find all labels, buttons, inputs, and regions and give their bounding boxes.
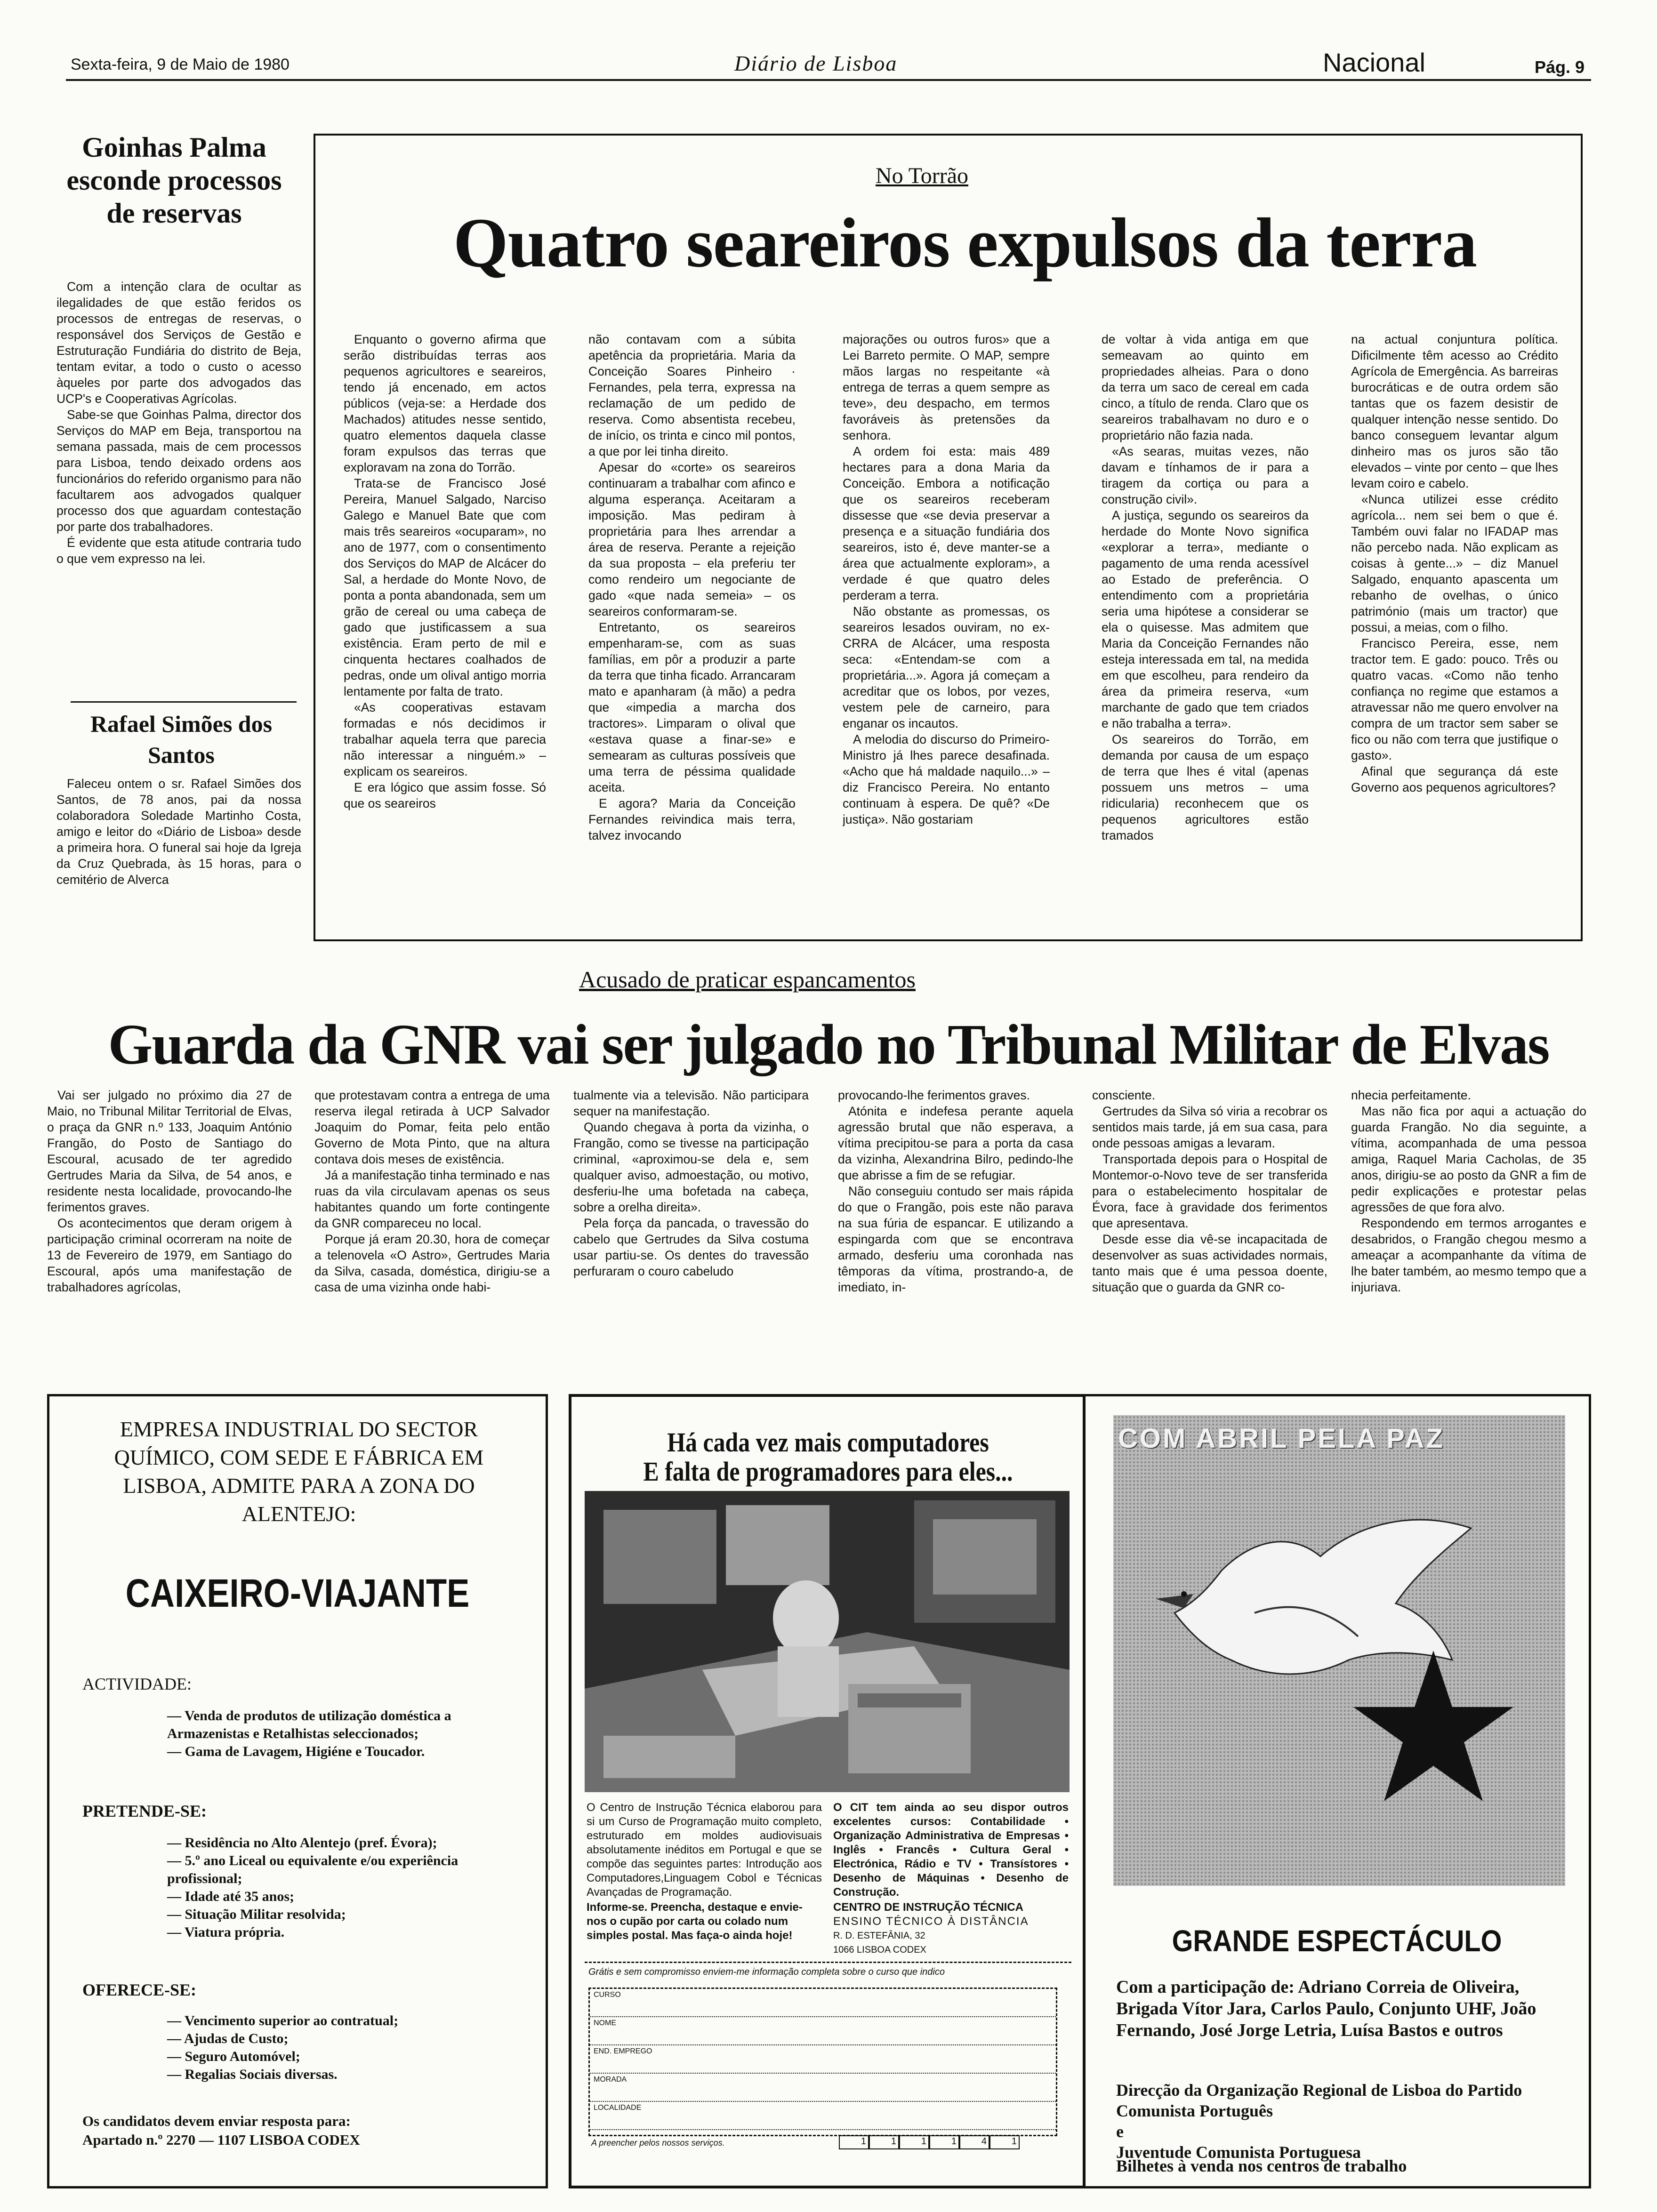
job-ad-item: — Venda de produtos de utilização doméstica a Armazenistas e Retalhistas seleccionados; xyxy=(167,1708,451,1741)
job-ad-heading: ACTIVIDADE: xyxy=(82,1675,192,1693)
job-ad-title: CAIXEIRO-VIAJANTE xyxy=(125,1571,470,1615)
gnr-paragraph: Gertrudes da Silva só viria a recobrar os sentidos mais tarde, já em sua casa, para onde pessoas amigas a levaram. xyxy=(1092,1104,1327,1150)
code-box: 1 xyxy=(869,2135,899,2149)
job-ad-item: — Idade até 35 anos; xyxy=(167,1889,295,1904)
job-ad-item: — Viatura própria. xyxy=(167,1924,285,1940)
torrao-column xyxy=(843,331,1050,934)
torrao-paragraph: na actual conjuntura política. Dificilmente têm acesso ao Crédito Agrícola de Emergência. As barreiras burocráticas e de outra ordem são tantas que os fazem desistir de qualquer intenção nesse sentido. Do banco conseguem levantar algum dinheiro mas os juros são tão elevados – vinte por cento – que lhes levam coiro e cabelo. xyxy=(1351,332,1558,490)
job-ad-heading: OFERECE-SE: xyxy=(82,1980,197,1999)
gnr-paragraph: Quando chegava à porta da vizinha, o Frangão, como se tivesse na participação criminal, «aproximou-se dela e, sem qualquer aviso, admoestação, ou motivo, desferiu-lhe uma bofetada na cabeça, sobre a orelha direita». xyxy=(573,1120,809,1214)
torrao-paragraph: «As searas, muitas vezes, não davam e tínhamos de ir para a tiragem da cortiça ou para a construção civil». xyxy=(1102,444,1309,506)
course-ad-headline-2: E falta de programadores para eles... xyxy=(643,1456,1013,1487)
course-ad-text-left: O Centro de Instrução Técnica elaborou para si um Curso de Programação muito completo, estruturado em moldes audiovisuais absolutamente inéditos em Portugal e que se compõe das seguintes partes: Introdução aos Computadores,Linguagem Cobol e Técnicas Avançadas de Programação. xyxy=(587,1801,822,1899)
torrao-paragraph: de voltar à vida antiga em que semeavam ao quinto em propriedades alheias. Para o dono da terra um saco de cereal em cada cinco, a título de renda. Claro que os seareiros trabalhavam no duro e o proprietário não fazia nada. xyxy=(1102,332,1309,442)
masthead-date: Sexta-feira, 9 de Maio de 1980 xyxy=(71,56,290,73)
torrao-title: Quatro seareiros expulsos da terra xyxy=(453,204,1477,282)
torrao-paragraph: majorações ou outros furos» que a Lei Barreto permite. O MAP, sempre mãos largas no respeitante «à entrega de terras a quem sempre as teve», deu despacho, em termos favoráveis às pretensões da senhora. xyxy=(843,332,1050,442)
coupon-field[interactable] xyxy=(590,2017,1056,2045)
gnr-paragraph: Pela força da pancada, o travessão do cabelo que Gertrudes da Silva costuma usar partiu-se. Os dentes do travessão perfuraram o couro cabeludo xyxy=(573,1216,809,1278)
torrao-paragraph: Enquanto o governo afirma que serão distribuídas terras aos pequenos agricultores e seareiros, tendo já encenado, em actos públicos (veja-se: a Herdade dos Machados) atitudes nesse sentido, quatro elementos daquela classe foram expulsos das terras que exploravam na zona do Torrão. xyxy=(344,332,546,474)
job-ad-item: — 5.º ano Liceal ou equivalente e/ou experiência profissional; xyxy=(167,1853,458,1886)
gnr-paragraph: tualmente via a televisão. Não participara sequer na manifestação. xyxy=(573,1088,809,1118)
goinhas-title: Goinhas Palma esconde processos de reservas xyxy=(66,132,282,229)
job-ad-list xyxy=(167,1834,530,1941)
gnr-paragraph: Mas não fica por aqui a actuação do guarda Frangão. No dia seguinte, a vítima, acompanhada de uma pessoa amiga, Raquel Maria Cacholas, de 35 anos, dirigiu-se ao posto da GNR a fim de pedir explicações e protestar pelas agressões de que fora alvo. xyxy=(1351,1104,1586,1214)
course-ad-org xyxy=(833,1900,1069,1957)
rafael-title: Rafael Simões dos Santos xyxy=(90,711,273,768)
gnr-paragraph: consciente. xyxy=(1092,1088,1156,1102)
torrao-paragraph: Francisco Pereira, esse, nem tractor tem. E gado: pouco. Três ou quatro vacas. «Como não tenho confiança no regime que estamos a atravessar não me quero envolver na compra de um tractor sem saber se fico ou não com terra que justifique o gasto». xyxy=(1351,636,1558,762)
job-ad-footer-line: Apartado n.º 2270 — 1107 LISBOA CODEX xyxy=(82,2132,360,2148)
gnr-paragraph: que protestavam contra a entrega de uma reserva ilegal retirada à UCP Salvador Joaquim do Pomar, feita pelo então Governo de Mota Pinto, que na altura contava dois meses de existência. xyxy=(314,1088,550,1166)
gnr-column xyxy=(838,1087,1073,1379)
torrao-paragraph: «Nunca utilizei esse crédito agrícola... nem sei bem o que é. Também ouvi falar no IFADAP mas não percebo nada. Não explicam as coisas à gente...» – diz Manuel Salgado, enquanto apascenta um rebanho de ovelhas, o único património (mais um tractor) que possui, a meias, com o filho. xyxy=(1351,492,1558,634)
rafael-body xyxy=(56,776,301,931)
concert-participants: Com a participação de: Adriano Correia de Oliveira, Brigada Vítor Jara, Carlos Paulo, Conjunto UHF, João Fernando, José Jorge Letria, Luísa Bastos e outros xyxy=(1116,1977,1536,2040)
coupon-field[interactable] xyxy=(590,1989,1056,2017)
gnr-paragraph: Respondendo em termos arrogantes e desabridos, o Frangão chegou mesmo a ameaçar a acompanhante da vítima de lhe bater também, ao mesmo tempo que a injuriava. xyxy=(1351,1216,1586,1294)
torrao-paragraph: Os seareiros do Torrão, em demanda por causa de um espaço de terra que lhes é vital (apenas possuem uns metros – uma ridicularia) reconhecem que os pequenos agricultores estão tramados xyxy=(1102,732,1309,842)
job-ad-heading: PRETENDE-SE: xyxy=(82,1802,207,1820)
course-ad-org-name: CENTRO DE INSTRUÇÃO TÉCNICA xyxy=(833,1901,1024,1914)
gnr-paragraph: Os acontecimentos que deram origem à participação criminal ocorreram na noite de 13 de Fevereiro de 1979, em Santiago do Escoural, após uma manifestação de trabalhadores agrícolas, xyxy=(47,1216,292,1294)
torrao-paragraph: Entretanto, os seareiros empenharam-se, com as suas famílias, em pôr a produzir a parte da terra que tinha ficado. Arrancaram mato e apanharam (à mão) a pedra que «impedia a marcha dos tractores». Limparam o olival que «estava quase a finar-se» e semearam as culturas possíveis que uma terra de péssima qualidade aceita. xyxy=(588,620,796,794)
masthead-paper: Diário de Lisboa xyxy=(734,51,898,75)
rafael-paragraph: Faleceu ontem o sr. Rafael Simões dos Santos, de 78 anos, pai da nossa colaboradora Soledade Martinho Costa, amigo e leitor do «Diário de Lisboa» desde a primeira hora. O funeral sai hoje da Igreja da Cruz Quebrada, às 15 horas, para o cemitério de Alverca xyxy=(56,777,301,887)
torrao-column xyxy=(1351,331,1558,934)
gnr-title: Guarda da GNR vai ser julgado no Tribunal Militar de Elvas xyxy=(108,1013,1549,1076)
concert-organizers xyxy=(1116,2080,1549,2163)
gnr-column xyxy=(573,1087,809,1379)
job-ad-intro: EMPRESA INDUSTRIAL DO SECTOR QUÍMICO, COM SEDE E FÁBRICA EM LISBOA, ADMITE PARA A ZONA DO ALENTEJO: xyxy=(114,1417,484,1526)
course-ad-address: R. D. ESTEFÂNIA, 32 xyxy=(833,1931,925,1941)
torrao-paragraph: Afinal que segurança dá este Governo aos pequenos agricultores? xyxy=(1351,764,1558,794)
torrao-column xyxy=(344,331,546,934)
coupon-field[interactable] xyxy=(590,2102,1056,2130)
coupon[interactable] xyxy=(585,1962,1071,2161)
gnr-paragraph: Atónita e indefesa perante aquela agressão brutal que não esperava, a vítima precipitou-se para a porta da casa da vizinha, Alexandrina Bilro, pedindo-lhe que abrisse a fim de se refugiar. xyxy=(838,1104,1073,1182)
concert-ad xyxy=(1083,1394,1591,2188)
torrao-paragraph: A ordem foi esta: mais 489 hectares para a dona Maria da Conceição. Embora a notificação que os seareiros receberam dissesse que «se devia preservar a presença e a situação fundiária dos seareiros, isto é, deve manter-se a área que actualmente exploram», a verdade é que quatro deles perderam a terra. xyxy=(843,444,1050,602)
job-ad-list xyxy=(167,1707,530,1761)
code-box: 1 xyxy=(899,2135,929,2149)
dove-star-illustration xyxy=(1113,1415,1565,1886)
coupon-field-label: NOME xyxy=(594,2019,616,2027)
code-box: 4 xyxy=(959,2135,989,2149)
course-ad-headline xyxy=(616,1428,1041,1486)
gnr-paragraph: Já a manifestação tinha terminado e nas ruas da vila circulavam apenas os seus habitantes quando um forte contingente da GNR compareceu no local. xyxy=(314,1168,550,1230)
dove-star-graphic xyxy=(1113,1415,1565,1886)
computer-room-photo xyxy=(585,1491,1070,1792)
gnr-column xyxy=(314,1087,550,1379)
gnr-paragraph: Vai ser julgado no próximo dia 27 de Maio, no Tribunal Militar Territorial de Elvas, o praça da GNR n.º 133, Joaquim António Frangão, do Posto de Santiago do Escoural, acusado de ter agredido Gertrudes Maria da Silva, de 54 anos, e residente nesta localidade, provocando-lhe ferimentos graves. xyxy=(47,1088,292,1214)
gnr-paragraph: nhecia perfeitamente. xyxy=(1351,1088,1471,1102)
gnr-kicker: Acusado de praticar espancamentos xyxy=(579,966,916,993)
job-ad-item: — Regalias Sociais diversas. xyxy=(167,2067,338,2082)
masthead-page: Pág. 9 xyxy=(1535,57,1585,77)
coupon-field-label: END. EMPREGO xyxy=(594,2047,652,2055)
goinhas-paragraph: Sabe-se que Goinhas Palma, director dos Serviços do MAP em Beja, transportou na semana passada, mais de cem processos para Lisboa, tendo deixado ordens aos funcionários do referido organismo para não facultarem aos advogados qualquer processo dos que aguardam contestação por parte dos trabalhadores. xyxy=(56,408,301,534)
torrao-paragraph: Trata-se de Francisco José Pereira, Manuel Salgado, Narciso Galego e Manuel Bate que com mais três seareiros «ocuparam», no ano de 1977, com o consentimento dos Serviços do MAP de Alcácer do Sal, a herdade do Monte Novo, de ponta a ponta abandonada, sem um grão de cereal ou uma cabeça de gado que justificassem a sua existência. Eram perto de mil e cinquenta hectares coalhados de pedras, onde um olival antigo morria lentamente por falta de trato. xyxy=(344,476,546,698)
coupon-field-label: LOCALIDADE xyxy=(594,2104,642,2112)
torrao-paragraph: «As cooperativas estavam formadas e nós decidimos ir trabalhar aquela terra que parecia não interessar a ninguém.» – explicam os seareiros. xyxy=(344,700,546,778)
gnr-column xyxy=(1092,1087,1327,1379)
gnr-paragraph: Transportada depois para o Hospital de Montemor-o-Novo teve de ser transferida para o estabelecimento hospitalar de Évora, face à gravidade dos ferimentos que apresentava. xyxy=(1092,1152,1327,1230)
gnr-column xyxy=(1351,1087,1586,1379)
code-box: 1 xyxy=(929,2135,959,2149)
job-ad-item: — Ajudas de Custo; xyxy=(167,2031,289,2046)
concert-org-line: e xyxy=(1116,2122,1124,2141)
job-ad-item: — Vencimento superior ao contratual; xyxy=(167,2013,399,2028)
course-ad-headline-1: Há cada vez mais computadores xyxy=(667,1427,989,1458)
torrao-paragraph: A justiça, segundo os seareiros da herdade do Monte Novo significa «explorar a terra», mediante o pagamento de uma renda acessível ao Estado de preferência. O entendimento com a proprietária seria uma hipótese a considerar se ela o quisesse. Mas admitem que Maria da Conceição Fernandes não esteja interessada em tal, na medida em que escolheu, para rendeiro da área da primeira reserva, «um marchante de gado que tem criados e não trabalha a terra». xyxy=(1102,508,1309,730)
concert-org-line: Juventude Comunista Portuguesa xyxy=(1116,2143,1361,2162)
course-ad-inform: Informe-se. Preencha, destaque e envie-nos o cupão por carta ou colado num simples postal. Mas faça-o ainda hoje! xyxy=(587,1901,803,1942)
goinhas-paragraph: Com a intenção clara de ocultar as ilegalidades de que estão feridos os processos de entregas de reservas, o responsável dos Serviços de Gestão e Estruturação Fundiária do distrito de Beja, tentam evitar, a todo o custo o acesso àqueles por parte dos advogados das UCP's e Cooperativas Agrícolas. xyxy=(56,280,301,406)
job-ad-item: — Situação Militar resolvida; xyxy=(167,1907,346,1922)
masthead-section: Nacional xyxy=(1323,48,1425,77)
code-box: 1 xyxy=(839,2135,869,2149)
coupon-form xyxy=(588,1988,1057,2136)
concert-title: GRANDE ESPECTÁCULO xyxy=(1172,1924,1502,1958)
concert-banner: COM ABRIL PELA PAZ xyxy=(1118,1423,1445,1454)
gnr-paragraph: Porque já eram 20.30, hora de começar a telenovela «O Astro», Gertrudes Maria da Silva, casada, doméstica, dirigiu-se a casa de uma vizinha onde habi- xyxy=(314,1232,550,1294)
job-ad xyxy=(47,1394,548,2188)
coupon-code-boxes xyxy=(839,2135,1020,2149)
torrao-paragraph: A melodia do discurso do Primeiro-Ministro já lhes parece desafinada. «Acho que há maldade naquilo...» – diz Francisco Pereira. No entanto continuam à espera. De quê? «De justiça». Não gostariam xyxy=(843,732,1050,826)
divider xyxy=(71,701,297,703)
torrao-paragraph: Não obstante as promessas, os seareiros lesados ouviram, no ex-CRRA de Alcácer, uma resposta seca: «Entendam-se com a proprietária...». Agora já começam a acreditar que os lobos, por vezes, vestem pele de carneiro, para enganar os incautos. xyxy=(843,604,1050,730)
photo-illustration xyxy=(585,1491,1070,1792)
gnr-paragraph: Não conseguiu contudo ser mais rápida do que o Frangão, pois este não parava na sua fúria de espancar. E utilizando a espingarda com que se encontrava armado, desferiu uma coronhada nas têmporas da vítima, prostrando-a, de imediato, in- xyxy=(838,1184,1073,1294)
coupon-field-label: MORADA xyxy=(594,2076,627,2084)
job-ad-list xyxy=(167,2012,530,2084)
torrao-paragraph: Apesar do «corte» os seareiros continuaram a trabalhar com afinco e alguma esperança. Aceitaram a imposição. Mas pediram à proprietária para lhes arrendar a área de reserva. Perante a rejeição da sua proposta – ela preferiu ter como rendeiro um negociante de gado «que nada semeia» – os seareiros conformaram-se. xyxy=(588,460,796,618)
job-ad-footer xyxy=(82,2112,360,2149)
torrao-paragraph: E agora? Maria da Conceição Fernandes reivindica mais terra, talvez invocando xyxy=(588,796,796,842)
code-box: 1 xyxy=(989,2135,1020,2149)
coupon-fill-note: A preencher pelos nossos serviços. xyxy=(591,2138,725,2148)
course-ad-org-sub: ENSINO TÉCNICO À DISTÂNCIA xyxy=(833,1915,1029,1928)
job-ad-item: — Seguro Automóvel; xyxy=(167,2049,300,2064)
torrao-paragraph: E era lógico que assim fosse. Só que os seareiros xyxy=(344,780,546,810)
torrao-paragraph: não contavam com a súbita apetência da proprietária. Maria da Conceição Soares Pinheiro · Fernandes, pela terra, expressa na reclamação de um pedido de reserva. Como absentista recebeu, de início, os trinta e cinco mil pontos, a que por lei tinha direito. xyxy=(588,332,796,458)
coupon-field[interactable] xyxy=(590,2045,1056,2074)
coupon-note: Grátis e sem compromisso enviem-me informação completa sobre o curso que indico xyxy=(588,1967,945,1977)
coupon-field[interactable] xyxy=(590,2074,1056,2102)
concert-tickets: Bilhetes à venda nos centros de trabalho xyxy=(1116,2156,1407,2175)
torrao-column xyxy=(1102,331,1309,934)
gnr-column xyxy=(47,1087,292,1379)
course-ad-text-right: O CIT tem ainda ao seu dispor outros excelentes cursos: Contabilidade • Organização Administrativa de Empresas • Inglês • Francês • Cultura Geral • Electrónica, Rádio e TV • Transístores • Desenho de Máquinas • Desenho de Construção. xyxy=(833,1801,1069,1899)
goinhas-body xyxy=(56,279,301,688)
job-ad-item: — Residência no Alto Alentejo (pref. Évora); xyxy=(167,1835,437,1851)
concert-org-line: Direcção da Organização Regional de Lisboa do Partido Comunista Português xyxy=(1116,2081,1522,2120)
goinhas-paragraph: É evidente que esta atitude contraria tudo o que vem expresso na lei. xyxy=(56,536,301,566)
course-ad-address: 1066 LISBOA CODEX xyxy=(833,1945,926,1955)
job-ad-item: — Gama de Lavagem, Higiéne e Toucador. xyxy=(167,1744,425,1759)
torrao-column xyxy=(588,331,796,934)
computer-course-ad xyxy=(569,1394,1086,2188)
gnr-paragraph: provocando-lhe ferimentos graves. xyxy=(838,1088,1030,1102)
masthead-rule xyxy=(66,79,1591,81)
gnr-paragraph: Desde esse dia vê-se incapacitada de desenvolver as suas actividades normais, tanto mais que é uma pessoa doente, situação que o guarda da GNR co- xyxy=(1092,1232,1327,1294)
job-ad-footer-line: Os candidatos devem enviar resposta para: xyxy=(82,2113,351,2129)
torrao-kicker: No Torrão xyxy=(876,163,969,188)
coupon-field-label: CURSO xyxy=(594,1991,621,1999)
